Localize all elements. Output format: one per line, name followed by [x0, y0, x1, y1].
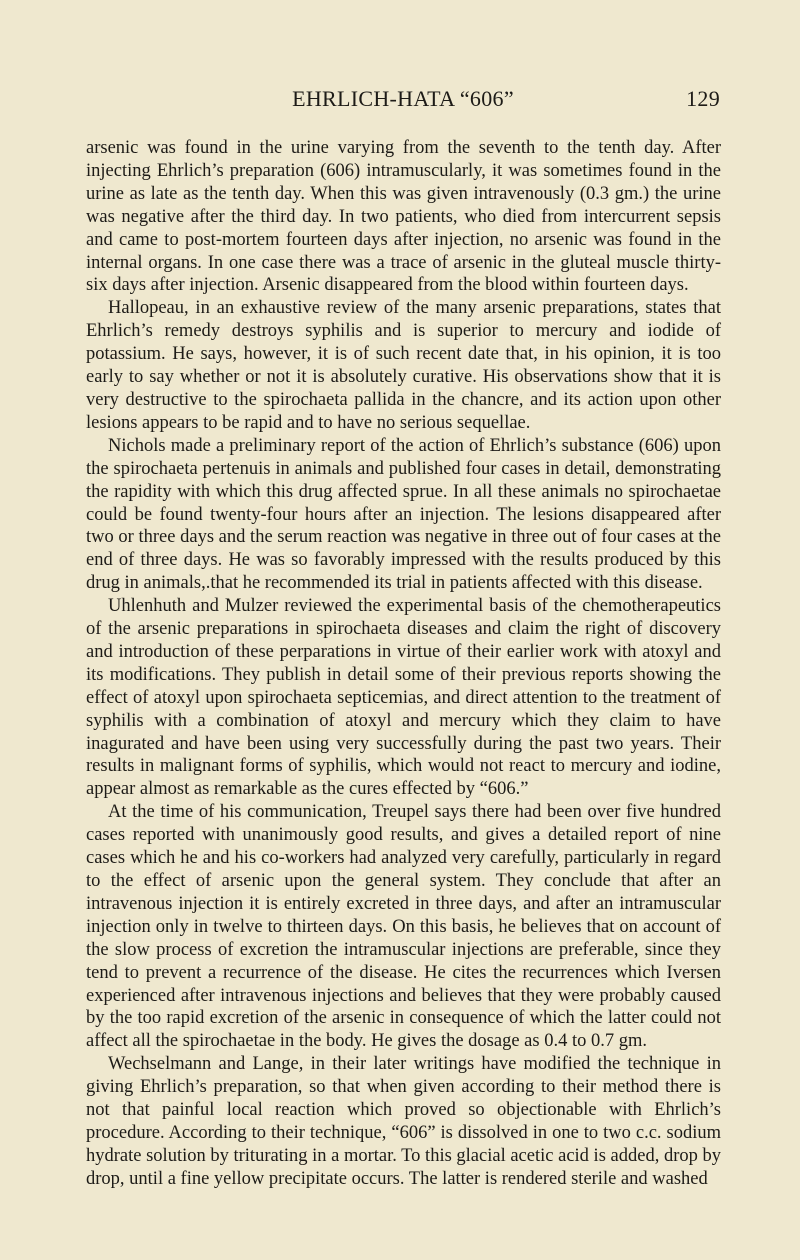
paragraph-uhlenhuth: Uhlenhuth and Mulzer reviewed the experimental basis of the chemotherapeutics of the arsenic preparations in spirochaeta diseases and claim the right of discovery and introduction of these perparations in virtue of their earlier work with atoxyl and its modifications. They publish in detail some of their previous reports showing the effect of atoxyl upon spirochaeta septicemias, and direct attention to the treatment of syphilis with a combination of atoxyl and mercury which they claim to have inagurated and have been using very successfully during the past two years. Their results in malignant forms of syphilis, which would not react to mercury and iodine, appear almost as remarkable as the cures effected by “606.”	[86, 596, 721, 800]
running-header	[86, 86, 720, 116]
running-title: EHRLICH-HATA “606”	[292, 86, 514, 111]
paragraph-treupel: At the time of his communication, Treupel says there had been over five hundred cases reported with unanimously good results, and gives a detailed report of nine cases which he and his co-workers had analyzed very carefully, particularly in regard to the effect of arsenic upon the general system. They conclude that after an intravenous injection it is entirely excreted in three days, and after an intramuscular injection only in twelve to thirteen days. On this basis, he believes that on account of the slow process of excretion the intramuscular injections are preferable, since they tend to prevent a recurrence of the disease. He cites the recurrences which Iversen experienced after intravenous injections and believes that they were probably caused by the too rapid excretion of the arsenic in consequence of which the latter could not affect all the spirochaetae in the body. He gives the dosage as 0.4 to 0.7 gm.	[86, 802, 721, 1052]
paragraph-wechselmann: Wechselmann and Lange, in their later writings have modified the technique in giving Ehrlich’s preparation, so that when given according to their method there is not that painful local reaction which proved so objectionable with Ehrlich’s procedure. According to their technique, “606” is dissolved in one to two c.c. sodium hydrate solution by triturating in a mortar. To this glacial acetic acid is added, drop by drop, until a fine yellow precipitate occurs. The latter is rendered sterile and washed	[86, 1054, 721, 1189]
body-text	[86, 137, 721, 1191]
paragraph-hallopeau: Hallopeau, in an exhaustive review of the many arsenic preparations, states that Ehrlich’s remedy destroys syphilis and is superior to mercury and iodide of potassium. He says, however, it is of such recent date that, in his opinion, it is too early to say whether or not it is absolutely curative. His observations show that it is very destructive to the spirochaeta pallida in the chancre, and its action upon other lesions appears to be rapid and to have no serious sequellae.	[86, 298, 721, 433]
paragraph-nichols: Nichols made a preliminary report of the action of Ehrlich’s substance (606) upon the spirochaeta pertenuis in animals and published four cases in detail, demonstrating the rapidity with which this drug affected sprue. In all these animals no spirochaetae could be found twenty-four hours after an injection. The lesions disappeared after two or three days and the serum reaction was negative in three out of four cases at the end of three days. He was so favorably impressed with the results produced by this drug in animals,.that he recommended its trial in patients affected with this disease.	[86, 435, 721, 594]
paragraph-continued: arsenic was found in the urine varying from the seventh to the tenth day. After injecting Ehrlich’s preparation (606) intramuscularly, it was sometimes found in the urine as late as the tenth day. When this was given intravenously (0.3 gm.) the urine was negative after the third day. In two patients, who died from intercurrent sepsis and came to post-mortem fourteen days after injection, no arsenic was found in the internal organs. In one case there was a trace of arsenic in the gluteal muscle thirty-six days after injection. Arsenic disappeared from the blood within fourteen days.	[86, 138, 721, 296]
page-number: 129	[686, 86, 720, 111]
